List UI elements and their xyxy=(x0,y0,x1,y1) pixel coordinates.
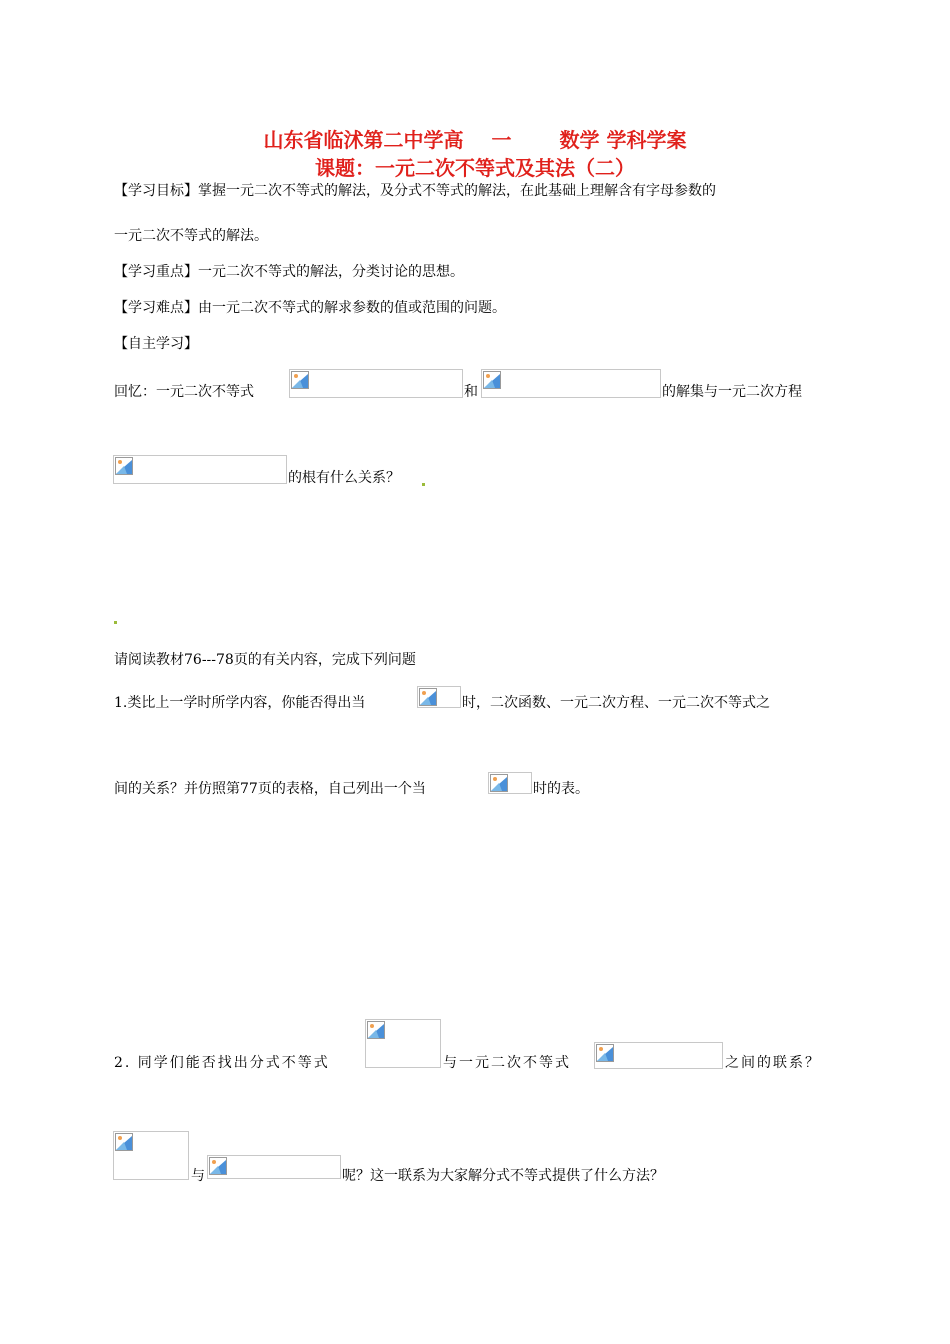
q2-line2-mid: 与 xyxy=(191,1168,205,1184)
q2-line2-suffix: 呢？这一联系为大家解分式不等式提供了什么方法？ xyxy=(342,1168,664,1184)
broken-image-icon xyxy=(115,1133,133,1151)
broken-image-icon xyxy=(209,1157,227,1175)
formula-image xyxy=(289,369,463,398)
q2-mid: 与一元二次不等式 xyxy=(443,1055,571,1071)
broken-image-icon xyxy=(291,371,309,389)
recall-and: 和 xyxy=(464,384,478,400)
key-points: 【学习重点】一元二次不等式的解法，分类讨论的思想。 xyxy=(114,264,464,280)
difficulties: 【学习难点】由一元二次不等式的解求参数的值或范围的问题。 xyxy=(114,300,506,316)
formula-image xyxy=(207,1155,341,1179)
self-study-heading: 【自主学习】 xyxy=(114,336,198,352)
title-part-3: 数学 学科学案 xyxy=(559,128,687,152)
q1-prefix: 1.类比上一学时所学内容，你能否得出当 xyxy=(114,695,366,711)
learning-goal-cont: 一元二次不等式的解法。 xyxy=(114,228,268,244)
q1-suffix: 时，二次函数、一元二次方程、一元二次不等式之 xyxy=(462,695,770,711)
broken-image-icon xyxy=(419,688,437,706)
page-subtitle: 课题：一元二次不等式及其法（二） xyxy=(315,156,635,180)
formula-image xyxy=(365,1019,441,1068)
learning-goal: 【学习目标】掌握一元二次不等式的解法，及分式不等式的解法，在此基础上理解含有字母参数的 xyxy=(114,183,716,199)
broken-image-icon xyxy=(596,1044,614,1062)
recall-line2: 的根有什么关系？ xyxy=(288,470,400,486)
formula-image xyxy=(417,686,461,708)
recall-prefix: 回忆：一元二次不等式 xyxy=(114,384,254,400)
broken-image-icon xyxy=(490,774,508,792)
q1-line2-suffix: 时的表。 xyxy=(533,781,589,797)
q1-line2-prefix: 间的关系？并仿照第77页的表格，自己列出一个当 xyxy=(114,781,426,797)
formula-image xyxy=(594,1042,723,1069)
title-part-2: 一 xyxy=(491,128,512,152)
formula-image xyxy=(481,369,661,398)
marker-dot xyxy=(422,483,425,486)
recall-suffix: 的解集与一元二次方程 xyxy=(662,384,802,400)
q2-prefix: 2. 同学们能否找出分式不等式 xyxy=(114,1055,330,1071)
marker-dot xyxy=(114,621,117,624)
broken-image-icon xyxy=(367,1021,385,1039)
page-title xyxy=(0,128,950,152)
broken-image-icon xyxy=(115,457,133,475)
formula-image xyxy=(113,455,287,484)
reading-instruction: 请阅读教材76---78页的有关内容，完成下列问题 xyxy=(114,652,416,668)
broken-image-icon xyxy=(483,371,501,389)
title-part-1: 山东省临沭第二中学高 xyxy=(263,128,464,152)
formula-image xyxy=(113,1131,189,1180)
q2-suffix: 之间的联系？ xyxy=(725,1055,821,1071)
formula-image xyxy=(488,772,532,794)
